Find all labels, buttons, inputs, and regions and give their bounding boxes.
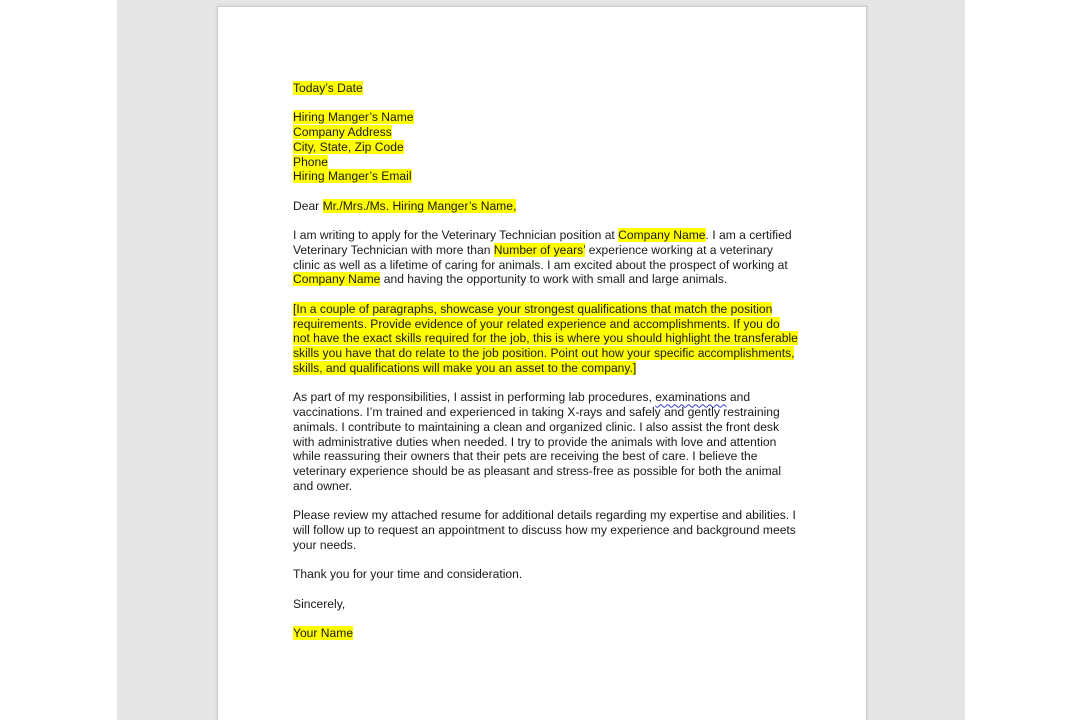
recipient-block	[293, 110, 798, 184]
salutation-name: Mr./Mrs./Ms. Hiring Manger’s Name,	[322, 198, 517, 213]
intro-paragraph	[293, 228, 798, 287]
hiring-manager-email: Hiring Manger’s Email	[293, 169, 412, 184]
spellcheck-flagged-word[interactable]: examinations	[655, 390, 727, 405]
document-page	[217, 6, 867, 720]
company-name-placeholder: Company Name	[293, 272, 381, 287]
company-address: Company Address	[293, 125, 392, 140]
phone: Phone	[293, 154, 328, 169]
responsibilities-text-2: and vaccinations. I’m trained and experienced in taking X-rays and safely and gently restraining animals. I contribute to maintaining a clean and organized clinic. I also assist the front desk with administrative duties when needed. I try to provide the animals with love and attention while reassuring their owners that their pets are receiving the best of care. I believe the veterinary experience should be as pleasant and stress-free as possible for both the animal and owner.	[293, 390, 782, 494]
signature-placeholder: Your Name	[293, 625, 354, 640]
date-placeholder: Today’s Date	[293, 81, 363, 95]
company-name-placeholder: Company Name	[618, 228, 706, 243]
city-state-zip: City, State, Zip Code	[293, 139, 404, 154]
letter-body	[293, 81, 798, 655]
intro-text-4: and having the opportunity to work with small and large animals.	[380, 272, 728, 287]
years-placeholder: Number of years’	[493, 242, 586, 257]
salutation	[293, 199, 798, 214]
closing-line: Sincerely,	[293, 596, 346, 611]
signature-line	[293, 626, 798, 641]
intro-text-3: experience working at a veterinary clinic as well as a lifetime of caring for animals. I am excited about the prospect of working at	[293, 242, 788, 272]
thanks-line: Thank you for your time and consideration.	[293, 567, 523, 582]
hiring-manager-name: Hiring Manger’s Name	[293, 110, 414, 125]
review-paragraph: Please review my attached resume for additional details regarding my expertise and abilities. I will follow up to request an appointment to discuss how my experience and background meets your needs.	[293, 508, 796, 552]
document-viewport[interactable]	[117, 0, 965, 720]
placeholder-paragraph	[293, 302, 798, 376]
intro-text-2: . I am a certified Veterinary Technician with more than	[293, 228, 792, 257]
date-line	[293, 81, 798, 96]
salutation-prefix: Dear	[293, 198, 323, 213]
intro-text-1: I am writing to apply for the Veterinary Technician position at	[293, 228, 619, 243]
responsibilities-paragraph	[293, 390, 798, 494]
responsibilities-text-1: As part of my responsibilities, I assist in performing lab procedures,	[293, 390, 656, 405]
qualifications-placeholder: [In a couple of paragraphs, showcase your strongest qualifications that match the position requirements. Provide evidence of your related experience and accomplishments. If you do not have the exact skills required for the job, this is where you should highlight the transferable skills you have that do relate to the job position. Point out how your specific accomplishments, skills, and qualifications will make you an asset to the company.]	[293, 301, 798, 375]
